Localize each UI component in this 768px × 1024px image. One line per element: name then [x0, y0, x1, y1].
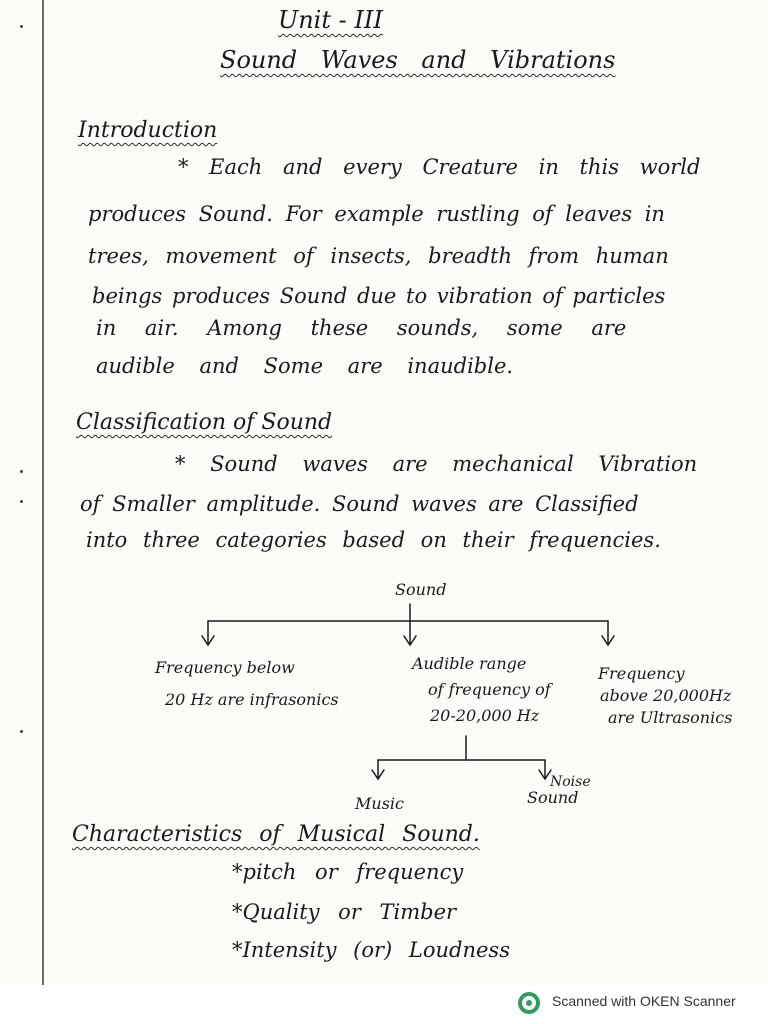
characteristics-item: *Quality or Timber [232, 900, 457, 924]
classification-line: of Smaller amplitude. Sound waves are Classified [80, 492, 639, 516]
classification-line: into three categories based on their frequencies. [86, 528, 661, 552]
intro-line: beings produces Sound due to vibration of particles [92, 284, 666, 308]
tree-left-line: Frequency below [155, 658, 295, 677]
tree-left-line: 20 Hz are infrasonics [165, 690, 339, 709]
tree-right-line: above 20,000Hz [600, 686, 732, 705]
tree-middle-line: of frequency of [428, 680, 551, 699]
tree-noise-bottom: Sound [527, 788, 579, 807]
tree-music: Music [355, 794, 404, 813]
scanner-watermark: Scanned with OKEN Scanner [552, 993, 736, 1009]
tree-right-line: Frequency [598, 664, 685, 683]
characteristics-item: *Intensity (or) Loudness [232, 938, 510, 962]
tree-right-line: are Ultrasonics [608, 708, 733, 727]
unit-heading: Unit - III [278, 6, 383, 34]
tree-root-sound: Sound [395, 580, 447, 599]
characteristics-heading: Characteristics of Musical Sound. [72, 822, 480, 847]
characteristics-item: *pitch or frequency [232, 860, 464, 884]
classification-heading: Classification of Sound [76, 410, 333, 435]
classification-line: * Sound waves are mechanical Vibration [175, 452, 698, 476]
intro-line: in air. Among these sounds, some are [96, 316, 627, 340]
intro-line: * Each and every Creature in this world [178, 155, 701, 179]
intro-heading: Introduction [78, 118, 218, 143]
tree-noise-top: Noise [550, 774, 591, 790]
intro-line: produces Sound. For example rustling of leaves in [88, 202, 665, 226]
tree-middle-line: 20-20,000 Hz [430, 706, 540, 725]
tree-middle-line: Audible range [412, 654, 527, 673]
intro-line: audible and Some are inaudible. [96, 354, 514, 378]
page-title: Sound Waves and Vibrations [220, 46, 616, 74]
scanner-logo-icon [518, 992, 540, 1014]
intro-line: trees, movement of insects, breadth from human [88, 244, 669, 268]
